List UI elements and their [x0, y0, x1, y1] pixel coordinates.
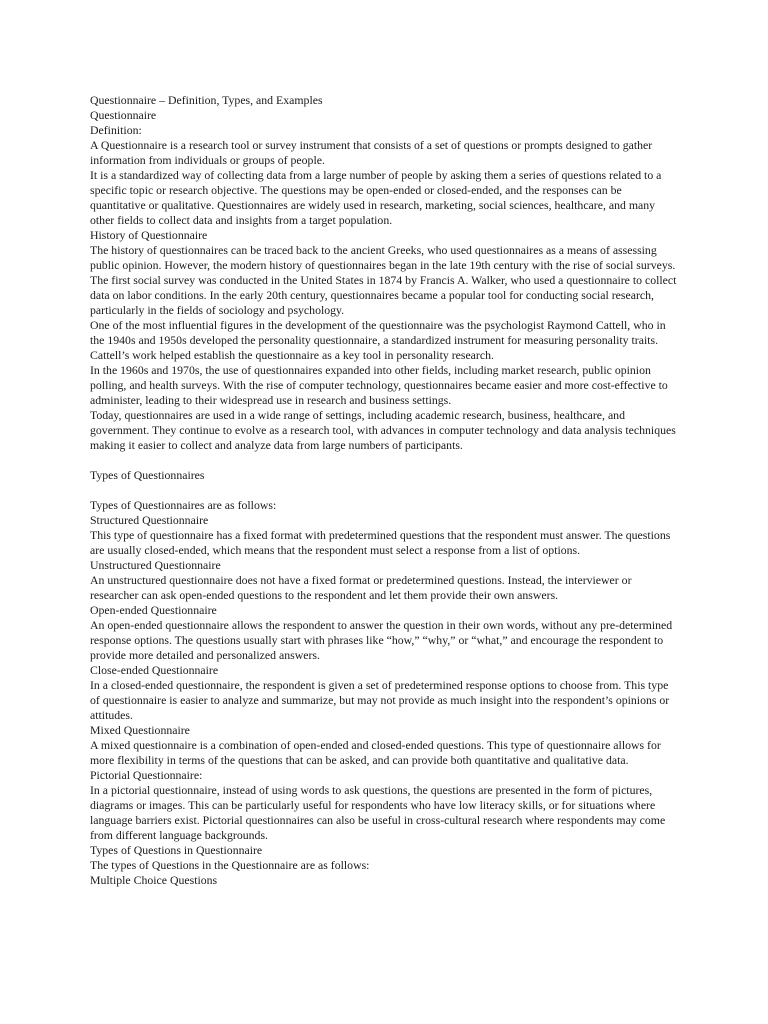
heading-history: History of Questionnaire	[90, 228, 208, 242]
paragraph-definition-2: It is a standardized way of collecting data from a large number of people by asking them a series of questions related to a specific topic or research objective. The questions may be open-ended or closed-ended, and the responses can be quantitative or qualitative. Questionnaires are widely used in research, marketing, social sciences, healthcare, and many other fields to collect data and insights from a target population.	[90, 168, 662, 227]
document-page	[90, 93, 680, 888]
paragraph-open-ended: An open-ended questionnaire allows the respondent to answer the question in their own words, without any pre-determined response options. The questions usually start with phrases like “how,” “why,” or “what,” and encourage the respondent to provide more detailed and personalized answers.	[90, 618, 673, 662]
blank-line	[90, 483, 680, 498]
paragraph-structured: This type of questionnaire has a fixed format with predetermined questions that the respondent must answer. The questions are usually closed-ended, which means that the respondent must select a response from a list of options.	[90, 528, 671, 557]
heading-pictorial: Pictorial Questionnaire:	[90, 768, 203, 782]
paragraph-history-1: The history of questionnaires can be traced back to the ancient Greeks, who used questionnaires as a means of assessing public opinion. However, the modern history of questionnaires began in the late 19th century with the rise of social surveys.	[90, 243, 676, 272]
paragraph-question-types-intro: The types of Questions in the Questionnaire are as follows:	[90, 858, 370, 872]
heading-mixed: Mixed Questionnaire	[90, 723, 190, 737]
paragraph-close-ended: In a closed-ended questionnaire, the respondent is given a set of predetermined response options to choose from. This type of questionnaire is easier to analyze and summarize, but may not provide as much insight into the respondent’s opinions or attitudes.	[90, 678, 670, 722]
blank-line	[90, 453, 680, 468]
heading-open-ended: Open-ended Questionnaire	[90, 603, 217, 617]
paragraph-mixed: A mixed questionnaire is a combination of open-ended and closed-ended questions. This type of questionnaire allows for more flexibility in terms of the questions that can be asked, and can provide both quantitative and qualitative data.	[90, 738, 661, 767]
paragraph-pictorial: In a pictorial questionnaire, instead of using words to ask questions, the questions are presented in the form of pictures, diagrams or images. This can be particularly useful for respondents who have low literacy skills, or for situations where language barriers exist. Pictorial questionnaires can also be useful in cross-cultural research where respondents may come from different language backgrounds.	[90, 783, 666, 842]
paragraph-definition-1: A Questionnaire is a research tool or survey instrument that consists of a set of questions or prompts designed to gather information from individuals or groups of people.	[90, 138, 653, 167]
paragraph-history-5: Today, questionnaires are used in a wide range of settings, including academic research, business, healthcare, and government. They continue to evolve as a research tool, with advances in computer technology and data analysis techniques making it easier to collect and analyze data from large numbers of participants.	[90, 408, 676, 452]
heading-question-types: Types of Questions in Questionnaire	[90, 843, 263, 857]
paragraph-history-3: One of the most influential figures in the development of the questionnaire was the psychologist Raymond Cattell, who in the 1940s and 1950s developed the personality questionnaire, a standardized instrument for measuring personality traits. Cattell’s work helped establish the questionnaire as a key tool in personality research.	[90, 318, 666, 362]
heading-questionnaire: Questionnaire	[90, 108, 157, 122]
heading-structured: Structured Questionnaire	[90, 513, 209, 527]
heading-types: Types of Questionnaires	[90, 468, 205, 482]
heading-multiple-choice: Multiple Choice Questions	[90, 873, 218, 887]
heading-definition: Definition:	[90, 123, 142, 137]
paragraph-history-2: The first social survey was conducted in the United States in 1874 by Francis A. Walker, who used a questionnaire to collect data on labor conditions. In the early 20th century, questionnaires became a popular tool for conducting social research, particularly in the fields of sociology and psychology.	[90, 273, 677, 317]
heading-close-ended: Close-ended Questionnaire	[90, 663, 219, 677]
document-title: Questionnaire – Definition, Types, and Examples	[90, 93, 323, 107]
heading-unstructured: Unstructured Questionnaire	[90, 558, 221, 572]
paragraph-history-4: In the 1960s and 1970s, the use of questionnaires expanded into other fields, including market research, public opinion polling, and health surveys. With the rise of computer technology, questionnaires became easier and more cost-effective to administer, leading to their widespread use in research and business settings.	[90, 363, 668, 407]
paragraph-types-intro: Types of Questionnaires are as follows:	[90, 498, 277, 512]
paragraph-unstructured: An unstructured questionnaire does not have a fixed format or predetermined questions. Instead, the interviewer or researcher can ask open-ended questions to the respondent and let them provide their own answers.	[90, 573, 632, 602]
